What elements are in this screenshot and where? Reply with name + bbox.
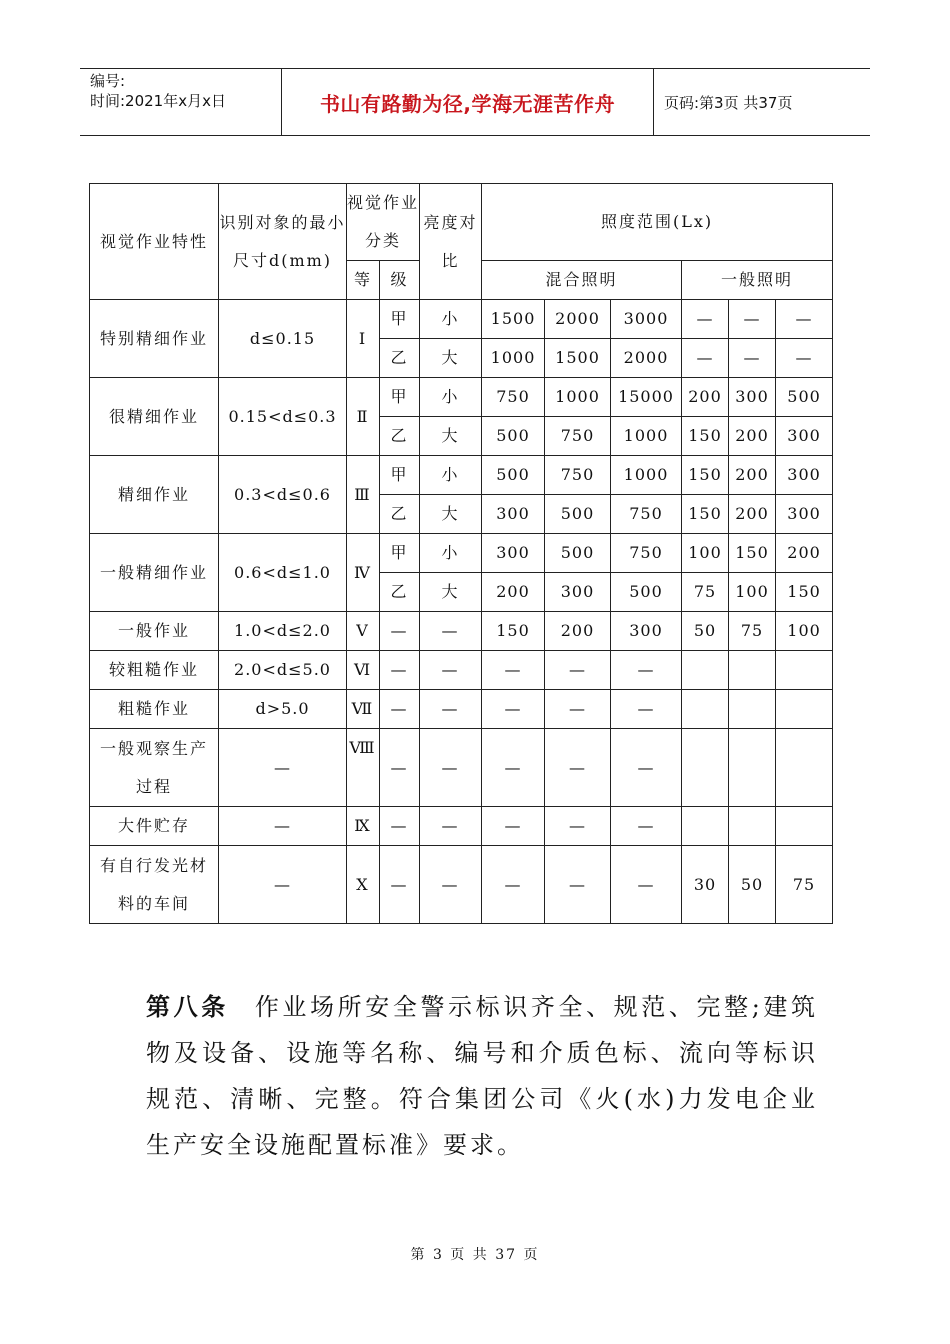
general-lux-cell: 300 [729,378,776,417]
general-lux-cell: 300 [776,495,833,534]
general-lux-cell: 300 [776,456,833,495]
general-lux-cell [682,690,729,729]
general-lux-cell: 200 [776,534,833,573]
mixed-lux-cell: — [545,651,611,690]
mixed-lux-cell: — [482,651,545,690]
mixed-lux-cell: 1000 [482,339,545,378]
feature-cell: 特别精细作业 [90,300,219,378]
number-label: 编号: [90,72,126,90]
general-lux-cell: 500 [776,378,833,417]
general-lux-cell: 50 [729,846,776,924]
general-lux-cell [776,690,833,729]
min-size-cell: — [219,846,347,924]
contrast-cell: — [420,612,482,651]
mixed-lux-cell: — [482,807,545,846]
general-lux-cell: — [682,300,729,339]
mixed-lux-cell: 750 [611,534,682,573]
contrast-cell: 小 [420,534,482,573]
grade-cell: Ⅳ [347,534,380,612]
min-size-cell: — [219,807,347,846]
mixed-lux-cell: 200 [482,573,545,612]
mixed-lux-cell: — [482,690,545,729]
head-min-size: 识别对象的最小尺寸d(mm) [219,184,347,300]
contrast-cell: — [420,729,482,807]
general-lux-cell [682,651,729,690]
table-row [90,456,833,495]
feature-cell: 粗糙作业 [90,690,219,729]
contrast-cell: 小 [420,300,482,339]
general-lux-cell: — [776,300,833,339]
general-lux-cell: 150 [682,417,729,456]
table-row [90,300,833,339]
grade-cell: Ⅲ [347,456,380,534]
mixed-lux-cell: — [545,690,611,729]
mixed-lux-cell: — [545,846,611,924]
mixed-lux-cell: 750 [545,456,611,495]
mixed-lux-cell: — [482,846,545,924]
level-cell: — [380,612,420,651]
contrast-cell: 大 [420,573,482,612]
general-lux-cell: 50 [682,612,729,651]
feature-cell: 一般精细作业 [90,534,219,612]
feature-cell: 一般观察生产过程 [90,729,219,807]
mixed-lux-cell: — [611,729,682,807]
mixed-lux-cell: 1000 [611,417,682,456]
level-cell: 乙 [380,495,420,534]
general-lux-cell: 150 [776,573,833,612]
general-lux-cell: — [776,339,833,378]
mixed-lux-cell: 750 [611,495,682,534]
contrast-cell: — [420,690,482,729]
mixed-lux-cell: 500 [545,495,611,534]
general-lux-cell [776,729,833,807]
mixed-lux-cell: 300 [482,534,545,573]
header-page-info: 页码:第3页 共37页 [664,93,793,112]
table-row [90,534,833,573]
general-lux-cell: 100 [682,534,729,573]
mixed-lux-cell: 1500 [545,339,611,378]
head-feature: 视觉作业特性 [90,184,219,300]
head-illuminance: 照度范围(Lx) [482,184,833,261]
head-level: 级 [380,261,420,300]
general-lux-cell [729,690,776,729]
mixed-lux-cell: 15000 [611,378,682,417]
general-lux-cell [682,729,729,807]
general-lux-cell [682,807,729,846]
contrast-cell: 小 [420,456,482,495]
general-lux-cell [729,729,776,807]
table-row [90,729,833,807]
head-class: 视觉作业分类 [347,184,420,261]
table-row [90,690,833,729]
general-lux-cell: 150 [682,495,729,534]
general-lux-cell: 200 [729,417,776,456]
mixed-lux-cell: 500 [482,417,545,456]
mixed-lux-cell: 200 [545,612,611,651]
grade-cell: Ⅶ [347,690,380,729]
header-motto: 书山有路勤为径,学海无涯苦作舟 [282,69,654,135]
general-lux-cell [729,807,776,846]
min-size-cell: 0.3<d≤0.6 [219,456,347,534]
level-cell: 乙 [380,339,420,378]
head-general: 一般照明 [682,261,833,300]
general-lux-cell: 75 [729,612,776,651]
mixed-lux-cell: 2000 [611,339,682,378]
min-size-cell: d>5.0 [219,690,347,729]
mixed-lux-cell: 300 [545,573,611,612]
general-lux-cell: 75 [776,846,833,924]
min-size-cell: — [219,729,347,807]
feature-cell: 有自行发光材料的车间 [90,846,219,924]
feature-cell: 较粗糙作业 [90,651,219,690]
general-lux-cell: 200 [682,378,729,417]
feature-cell: 精细作业 [90,456,219,534]
level-cell: 乙 [380,573,420,612]
grade-cell: Ⅴ [347,612,380,651]
grade-cell: Ⅱ [347,378,380,456]
contrast-cell: — [420,846,482,924]
mixed-lux-cell: 500 [611,573,682,612]
level-cell: 乙 [380,417,420,456]
article-number: 第八条 [146,992,229,1021]
general-lux-cell: 100 [776,612,833,651]
general-lux-cell: 300 [776,417,833,456]
table-row [90,807,833,846]
min-size-cell: 2.0<d≤5.0 [219,651,347,690]
mixed-lux-cell: — [545,729,611,807]
mixed-lux-cell: — [611,690,682,729]
general-lux-cell [776,807,833,846]
grade-cell: Ⅷ [347,729,380,807]
mixed-lux-cell: — [611,651,682,690]
min-size-cell: 0.6<d≤1.0 [219,534,347,612]
level-cell: — [380,729,420,807]
level-cell: — [380,807,420,846]
page-footer: 第 3 页 共 37 页 [410,1247,540,1263]
header-meta [80,69,282,135]
general-lux-cell: 75 [682,573,729,612]
contrast-cell: 大 [420,339,482,378]
mixed-lux-cell: 500 [545,534,611,573]
mixed-lux-cell: 3000 [611,300,682,339]
mixed-lux-cell: 150 [482,612,545,651]
general-lux-cell: 30 [682,846,729,924]
table-row [90,651,833,690]
article-text: 作业场所安全警示标识齐全、规范、完整;建筑物及设备、设施等名称、编号和介质色标、流向等标识规范、清晰、完整。符合集团公司《火(水)力发电企业生产安全设施配置标准》要求。 [146,993,819,1159]
general-lux-cell [729,651,776,690]
mixed-lux-cell: 2000 [545,300,611,339]
contrast-cell: 小 [420,378,482,417]
level-cell: 甲 [380,378,420,417]
mixed-lux-cell: 1000 [545,378,611,417]
general-lux-cell: 150 [729,534,776,573]
general-lux-cell: — [729,300,776,339]
level-cell: 甲 [380,300,420,339]
min-size-cell: d≤0.15 [219,300,347,378]
contrast-cell: 大 [420,417,482,456]
grade-cell: Ⅸ [347,807,380,846]
feature-cell: 一般作业 [90,612,219,651]
mixed-lux-cell: 1500 [482,300,545,339]
mixed-lux-cell: 300 [611,612,682,651]
mixed-lux-cell: 750 [545,417,611,456]
mixed-lux-cell: — [545,807,611,846]
mixed-lux-cell: — [611,807,682,846]
grade-cell: Ⅰ [347,300,380,378]
feature-cell: 大件贮存 [90,807,219,846]
table-row [90,612,833,651]
general-lux-cell: 200 [729,495,776,534]
level-cell: 甲 [380,534,420,573]
min-size-cell: 1.0<d≤2.0 [219,612,347,651]
level-cell: — [380,651,420,690]
level-cell: 甲 [380,456,420,495]
general-lux-cell: 200 [729,456,776,495]
mixed-lux-cell: — [611,846,682,924]
general-lux-cell [776,651,833,690]
mixed-lux-cell: 500 [482,456,545,495]
mixed-lux-cell: — [482,729,545,807]
grade-cell: Ⅵ [347,651,380,690]
document-header [80,68,870,136]
feature-cell: 很精细作业 [90,378,219,456]
head-mixed: 混合照明 [482,261,682,300]
mixed-lux-cell: 1000 [611,456,682,495]
head-contrast: 亮度对比 [420,184,482,300]
min-size-cell: 0.15<d≤0.3 [219,378,347,456]
contrast-cell: — [420,651,482,690]
table-row [90,846,833,924]
mixed-lux-cell: 300 [482,495,545,534]
general-lux-cell: — [682,339,729,378]
contrast-cell: 大 [420,495,482,534]
general-lux-cell: 100 [729,573,776,612]
time-label: 时间:2021年x月x日 [90,92,226,110]
level-cell: — [380,690,420,729]
mixed-lux-cell: 750 [482,378,545,417]
head-grade: 等 [347,261,380,300]
grade-cell: Ⅹ [347,846,380,924]
level-cell: — [380,846,420,924]
general-lux-cell: 150 [682,456,729,495]
table-row [90,378,833,417]
general-lux-cell: — [729,339,776,378]
article-paragraph [146,984,818,1168]
contrast-cell: — [420,807,482,846]
illuminance-table [89,183,833,924]
